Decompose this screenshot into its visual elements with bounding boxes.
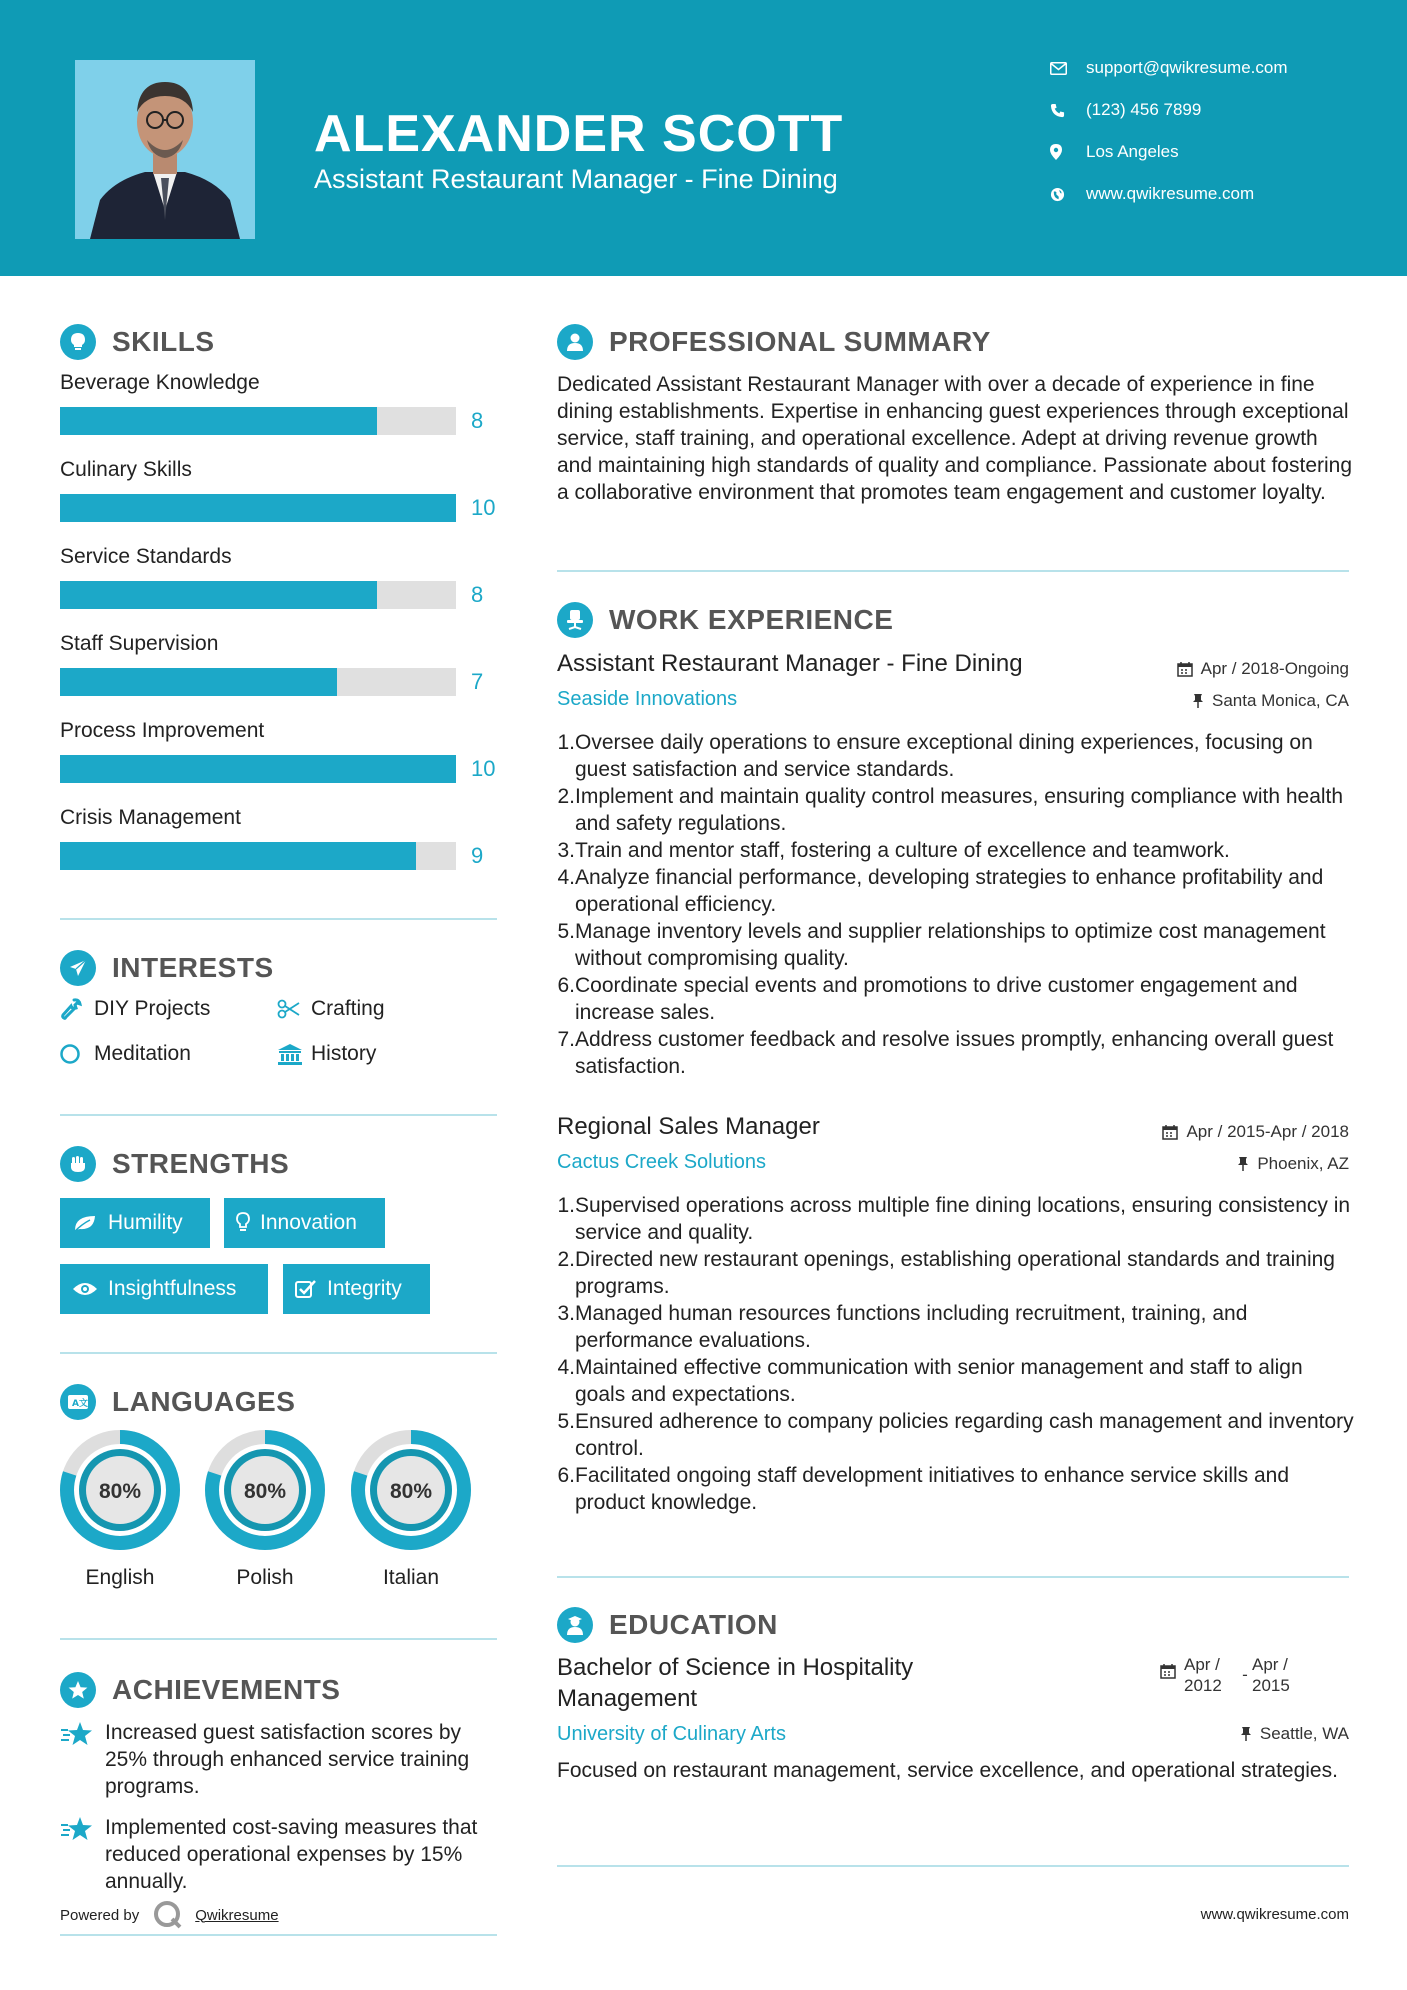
languages-title: LANGUAGES bbox=[112, 1386, 296, 1417]
duty-number: 7. bbox=[557, 1028, 575, 1051]
language-donut-chart bbox=[204, 1429, 326, 1551]
language-donut bbox=[59, 1429, 181, 1556]
duty-item bbox=[557, 918, 1357, 972]
achievements-heading bbox=[60, 1672, 340, 1708]
strength-label: Humility bbox=[108, 1211, 183, 1234]
skill-bar bbox=[60, 668, 456, 696]
svg-text:A: A bbox=[72, 1399, 80, 1409]
interest-label: DIY Projects bbox=[94, 997, 211, 1020]
eye-icon bbox=[72, 1281, 98, 1297]
education-start-month: Apr / bbox=[1184, 1655, 1220, 1674]
degree-title: Bachelor of Science in Hospitality Management bbox=[557, 1654, 914, 1712]
language-percent: 80% bbox=[98, 1480, 142, 1503]
education-dates bbox=[1160, 1654, 1290, 1696]
interests-title: INTERESTS bbox=[112, 952, 274, 983]
contact-location bbox=[1050, 142, 1179, 162]
skill-bar-fill bbox=[60, 407, 377, 435]
divider bbox=[557, 1865, 1349, 1867]
contact-location-text: Los Angeles bbox=[1086, 142, 1179, 161]
graduate-icon bbox=[557, 1607, 593, 1643]
duty-text: Supervised operations across multiple fine dining locations, ensuring consistency in service and quality. bbox=[575, 1194, 1351, 1244]
pushpin-icon bbox=[1240, 1726, 1252, 1742]
education-end-month: Apr / bbox=[1252, 1655, 1288, 1674]
divider bbox=[60, 1114, 497, 1116]
duty-item bbox=[557, 1462, 1357, 1516]
experience-title: WORK EXPERIENCE bbox=[609, 604, 894, 635]
duty-number: 2. bbox=[557, 1248, 575, 1271]
svg-text:文: 文 bbox=[79, 1399, 89, 1409]
skills-heading bbox=[60, 324, 215, 360]
duty-number: 4. bbox=[557, 866, 575, 889]
job-title: Assistant Restaurant Manager - Fine Dining bbox=[557, 650, 1023, 677]
achievement-text: Implemented cost-saving measures that reduced operational expenses by 15% annually. bbox=[105, 1816, 478, 1893]
duty-number: 1. bbox=[557, 731, 575, 754]
qwikresume-logo-icon bbox=[153, 1900, 183, 1930]
leaf-icon bbox=[72, 1213, 98, 1233]
duty-number: 5. bbox=[557, 1410, 575, 1433]
duty-number: 6. bbox=[557, 1464, 575, 1487]
interest-label: Crafting bbox=[311, 997, 385, 1020]
skill-value: 8 bbox=[471, 408, 484, 433]
duty-number: 3. bbox=[557, 839, 575, 862]
education-location-text: Seattle, WA bbox=[1259, 1724, 1349, 1743]
education-description: Focused on restaurant management, service excellence, and operational strategies. bbox=[557, 1759, 1338, 1782]
circle-icon bbox=[60, 1043, 94, 1065]
duty-item bbox=[557, 1354, 1357, 1408]
duty-text: Address customer feedback and resolve issues promptly, enhancing overall guest satisfaction. bbox=[575, 1028, 1334, 1078]
map-pin-icon bbox=[1050, 144, 1086, 160]
education-title: EDUCATION bbox=[609, 1609, 778, 1640]
fist-icon bbox=[60, 1146, 96, 1182]
divider bbox=[60, 1934, 497, 1936]
achievements-title: ACHIEVEMENTS bbox=[112, 1674, 341, 1705]
job-dates-text: Apr / 2015-Apr / 2018 bbox=[1186, 1122, 1349, 1141]
achievement-item bbox=[60, 1719, 500, 1800]
duty-number: 3. bbox=[557, 1302, 575, 1325]
interest-item bbox=[60, 997, 210, 1021]
wrench-icon bbox=[60, 998, 94, 1020]
skill-bar bbox=[60, 494, 456, 522]
education-start-year: 2012 bbox=[1184, 1676, 1222, 1695]
strengths-title: STRENGTHS bbox=[112, 1148, 290, 1179]
star-icon bbox=[60, 1814, 105, 1895]
interest-label: Meditation bbox=[94, 1042, 191, 1065]
calendar-icon bbox=[1177, 661, 1193, 677]
achievement-item bbox=[60, 1814, 500, 1895]
job-location-text: Phoenix, AZ bbox=[1257, 1154, 1349, 1173]
education-end bbox=[1252, 1654, 1290, 1696]
duty-number: 4. bbox=[557, 1356, 575, 1379]
contact-phone-text: (123) 456 7899 bbox=[1086, 100, 1202, 119]
calendar-icon bbox=[1162, 1124, 1178, 1140]
divider bbox=[60, 1352, 497, 1354]
skill-bar-fill bbox=[60, 842, 416, 870]
language-name: English bbox=[85, 1566, 155, 1589]
strengths-heading bbox=[60, 1146, 289, 1182]
duty-number: 1. bbox=[557, 1194, 575, 1217]
profile-photo bbox=[75, 60, 255, 239]
duty-text: Directed new restaurant openings, establishing operational standards and training programs. bbox=[575, 1248, 1335, 1298]
skill-bar-fill bbox=[60, 755, 456, 783]
job-location bbox=[1237, 1154, 1349, 1174]
lightbulb-icon bbox=[236, 1212, 250, 1234]
interest-item bbox=[277, 997, 385, 1021]
calendar-icon bbox=[1160, 1654, 1176, 1679]
skill-name: Service Standards bbox=[60, 545, 232, 568]
education-start bbox=[1184, 1654, 1238, 1696]
duty-text: Maintained effective communication with senior management and staff to align goals and expectations. bbox=[575, 1356, 1303, 1406]
powered-by-label: Powered by bbox=[60, 1906, 140, 1924]
duty-item bbox=[557, 1026, 1357, 1080]
skill-bar-fill bbox=[60, 494, 456, 522]
duty-item bbox=[557, 729, 1357, 783]
office-chair-icon bbox=[557, 602, 593, 638]
job-dates bbox=[1162, 1122, 1349, 1142]
skills-title: SKILLS bbox=[112, 326, 215, 357]
strength-label: Integrity bbox=[327, 1277, 402, 1300]
job-title: Regional Sales Manager bbox=[557, 1113, 820, 1140]
company-name: Seaside Innovations bbox=[557, 688, 738, 710]
job-duties-list bbox=[557, 1192, 1357, 1516]
duty-text: Coordinate special events and promotions to drive customer engagement and increase sales. bbox=[575, 974, 1298, 1024]
skill-value: 7 bbox=[471, 669, 484, 694]
skill-name: Crisis Management bbox=[60, 806, 241, 829]
school-name: University of Culinary Arts bbox=[557, 1723, 786, 1745]
paper-plane-icon bbox=[60, 950, 96, 986]
skill-name: Process Improvement bbox=[60, 719, 265, 742]
language-percent: 80% bbox=[243, 1480, 287, 1503]
duty-item bbox=[557, 783, 1357, 837]
candidate-name: ALEXANDER SCOTT bbox=[314, 105, 844, 163]
duty-text: Facilitated ongoing staff development initiatives to enhance service skills and product knowledge. bbox=[575, 1464, 1290, 1514]
strength-label: Innovation bbox=[260, 1211, 357, 1234]
duty-text: Implement and maintain quality control measures, ensuring compliance with health and safety regulations. bbox=[575, 785, 1344, 835]
star-badge-icon bbox=[60, 1672, 96, 1708]
contact-website[interactable] bbox=[1050, 184, 1254, 204]
language-donut-chart bbox=[350, 1429, 472, 1551]
duty-text: Oversee daily operations to ensure exceptional dining experiences, focusing on guest satisfaction and service standards. bbox=[575, 731, 1313, 781]
skill-name: Culinary Skills bbox=[60, 458, 192, 481]
divider bbox=[60, 918, 497, 920]
pushpin-icon bbox=[1237, 1156, 1249, 1172]
skill-bar bbox=[60, 842, 456, 870]
languages-heading bbox=[60, 1384, 295, 1420]
contact-email[interactable] bbox=[1050, 58, 1288, 78]
pushpin-icon bbox=[1192, 693, 1204, 709]
duty-text: Analyze financial performance, developing strategies to enhance profitability and operational efficiency. bbox=[575, 866, 1324, 916]
job-duties-list bbox=[557, 729, 1357, 1080]
skill-name: Beverage Knowledge bbox=[60, 371, 260, 394]
job-dates-text: Apr / 2018-Ongoing bbox=[1200, 659, 1349, 678]
globe-icon bbox=[1050, 187, 1086, 202]
skill-value: 9 bbox=[471, 843, 484, 868]
strength-tag bbox=[283, 1264, 430, 1314]
duty-number: 5. bbox=[557, 920, 575, 943]
skill-bar bbox=[60, 755, 456, 783]
strength-tag bbox=[60, 1264, 268, 1314]
star-icon bbox=[60, 1719, 105, 1800]
museum-icon bbox=[277, 1043, 311, 1065]
skill-value: 10 bbox=[471, 756, 496, 781]
education-heading bbox=[557, 1607, 778, 1643]
skill-bar-fill bbox=[60, 581, 377, 609]
skill-bar-fill bbox=[60, 668, 337, 696]
phone-icon bbox=[1050, 103, 1086, 118]
skill-value: 10 bbox=[471, 495, 496, 520]
skill-value: 8 bbox=[471, 582, 484, 607]
achievement-text: Increased guest satisfaction scores by 25% through enhanced service training programs. bbox=[105, 1721, 470, 1798]
duty-text: Manage inventory levels and supplier relationships to optimize cost management without compromising quality. bbox=[575, 920, 1326, 970]
resume-header bbox=[0, 0, 1407, 276]
summary-title: PROFESSIONAL SUMMARY bbox=[609, 326, 991, 357]
skill-name: Staff Supervision bbox=[60, 632, 219, 655]
job-location bbox=[1192, 691, 1349, 711]
envelope-icon bbox=[1050, 62, 1086, 75]
language-percent: 80% bbox=[389, 1480, 433, 1503]
interests-heading bbox=[60, 950, 274, 986]
education-location bbox=[1240, 1724, 1349, 1744]
language-name: Polish bbox=[236, 1566, 294, 1589]
footer-website[interactable]: www.qwikresume.com bbox=[1200, 1906, 1349, 1923]
user-icon bbox=[557, 324, 593, 360]
strength-tag bbox=[60, 1198, 210, 1248]
interest-item bbox=[277, 1042, 376, 1066]
powered-by-link[interactable]: Qwikresume bbox=[195, 1906, 279, 1924]
duty-text: Managed human resources functions including recruitment, training, and performance evaluations. bbox=[575, 1302, 1248, 1352]
divider bbox=[557, 570, 1349, 572]
language-donut bbox=[350, 1429, 472, 1556]
scissors-icon bbox=[277, 999, 311, 1019]
interest-label: History bbox=[311, 1042, 377, 1065]
education-end-year: 2015 bbox=[1252, 1676, 1290, 1695]
education-date-dash: - bbox=[1242, 1665, 1248, 1684]
language-donut-chart bbox=[59, 1429, 181, 1551]
strength-tag bbox=[224, 1198, 385, 1248]
duty-item bbox=[557, 1300, 1357, 1354]
contact-email-text: support@qwikresume.com bbox=[1086, 58, 1288, 77]
duty-item bbox=[557, 864, 1357, 918]
skill-bar bbox=[60, 581, 456, 609]
company-name: Cactus Creek Solutions bbox=[557, 1151, 766, 1173]
skill-bar bbox=[60, 407, 456, 435]
duty-item bbox=[557, 1192, 1357, 1246]
language-name: Italian bbox=[382, 1566, 440, 1589]
duty-number: 6. bbox=[557, 974, 575, 997]
job-dates bbox=[1177, 659, 1349, 679]
duty-number: 2. bbox=[557, 785, 575, 808]
divider bbox=[557, 1576, 1349, 1578]
candidate-title: Assistant Restaurant Manager - Fine Dining bbox=[314, 164, 838, 194]
experience-heading bbox=[557, 602, 893, 638]
duty-text: Train and mentor staff, fostering a culture of excellence and teamwork. bbox=[575, 839, 1230, 862]
language-card-icon bbox=[60, 1384, 96, 1420]
duty-item bbox=[557, 972, 1357, 1026]
contact-website-text: www.qwikresume.com bbox=[1086, 184, 1255, 203]
job-location-text: Santa Monica, CA bbox=[1211, 691, 1349, 710]
duty-text: Ensured adherence to company policies regarding cash management and inventory control. bbox=[575, 1410, 1354, 1460]
summary-text: Dedicated Assistant Restaurant Manager with over a decade of experience in fine dining establishments. Expertise in enhancing guest experiences through exceptional service, staff training, and operational excellence. Adept at driving revenue growth and maintaining high standards of quality and compliance. Passionate about fostering a collaborative environment that promotes team engagement and customer loyalty. bbox=[557, 373, 1353, 504]
duty-item bbox=[557, 837, 1357, 864]
duty-item bbox=[557, 1246, 1357, 1300]
checkbox-icon bbox=[295, 1279, 317, 1299]
powered-by bbox=[60, 1900, 279, 1930]
divider bbox=[60, 1638, 497, 1640]
duty-item bbox=[557, 1408, 1357, 1462]
strength-label: Insightfulness bbox=[108, 1277, 237, 1300]
lightbulb-icon bbox=[60, 324, 96, 360]
contact-phone[interactable] bbox=[1050, 100, 1201, 120]
interest-item bbox=[60, 1042, 191, 1066]
summary-heading bbox=[557, 324, 991, 360]
language-donut bbox=[204, 1429, 326, 1556]
